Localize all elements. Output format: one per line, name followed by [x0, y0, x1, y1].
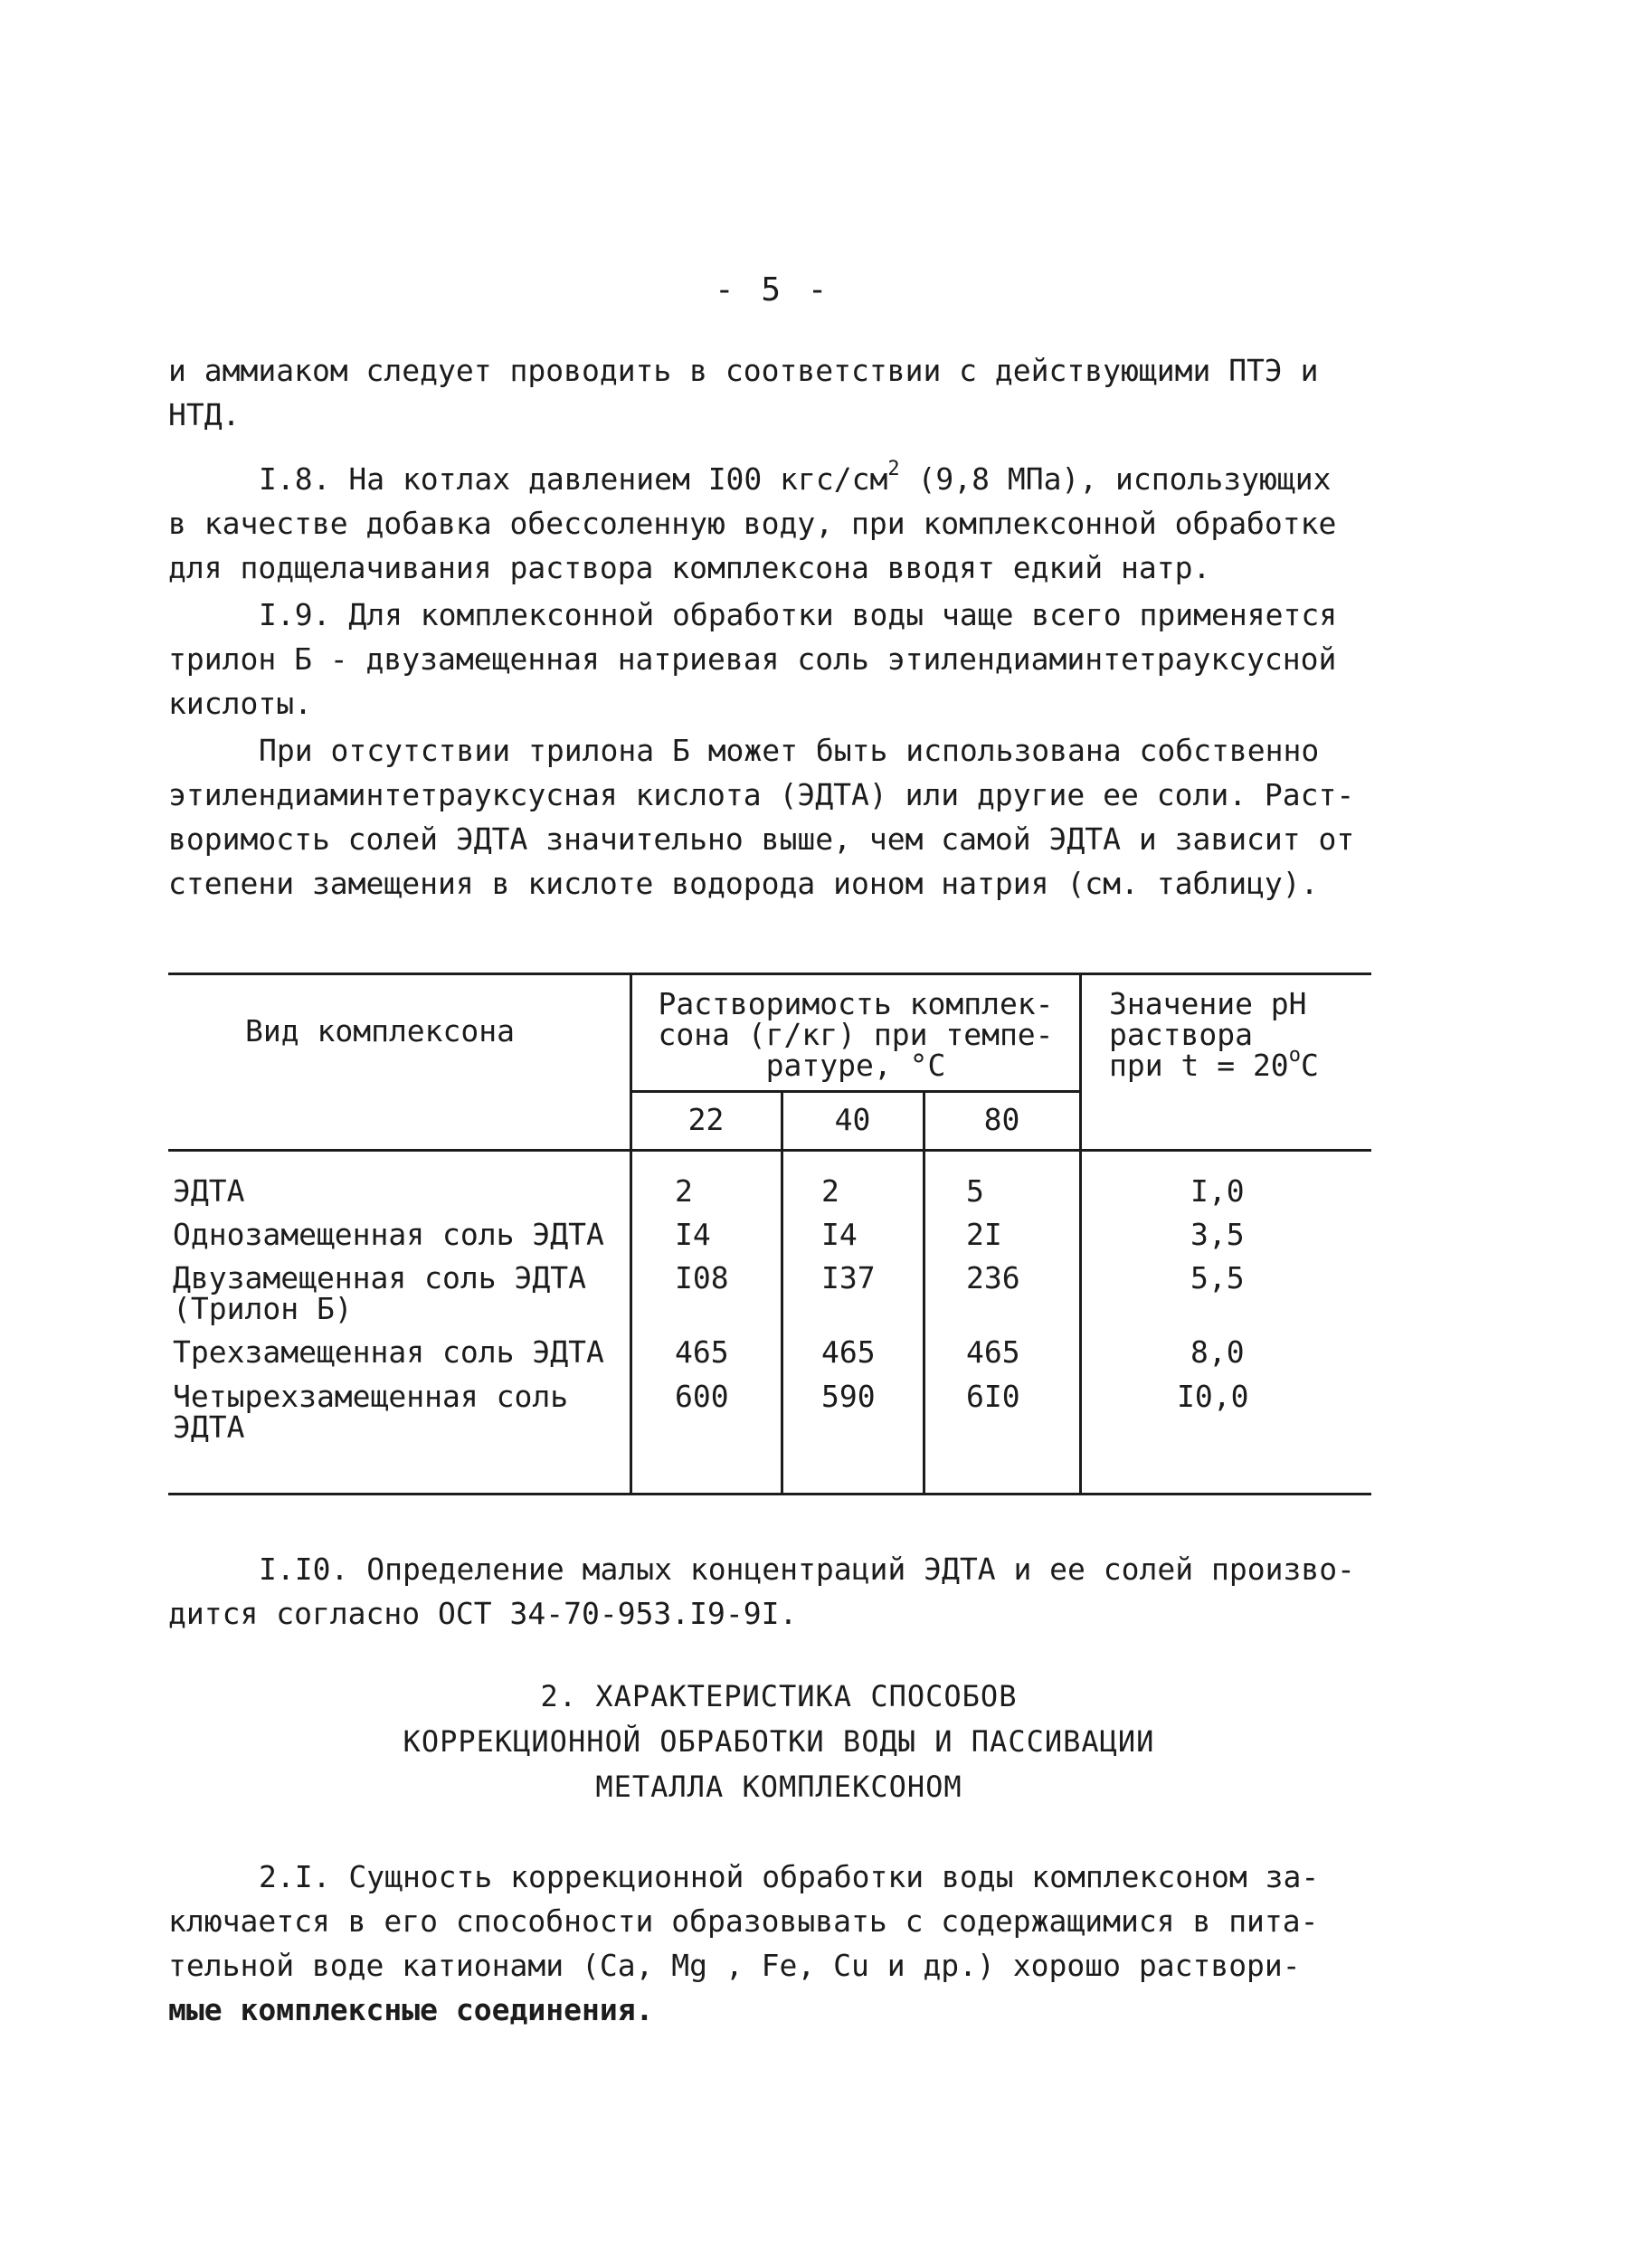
- row-ph: I0,0: [1177, 1379, 1249, 1414]
- row-t22: I4: [675, 1217, 711, 1252]
- table-bottom-rule: [168, 1493, 1371, 1495]
- table-col-divider-3: [923, 1090, 925, 1493]
- paragraph-1-8-text-b: (9,8 МПа), использующих в качестве добавка обессоленную воду, при комплексонной обработке для подщелачивания раствора комплексона вводят едкий натр.: [168, 461, 1337, 585]
- row-ph: 8,0: [1190, 1334, 1245, 1370]
- row-t22: 2: [675, 1173, 693, 1209]
- row-t80: 465: [966, 1334, 1020, 1370]
- table-col-divider-4: [1079, 973, 1082, 1493]
- table-col-divider-1: [630, 973, 632, 1493]
- table-header-bottom-rule: [168, 1149, 1371, 1152]
- paragraph-1-8: [168, 457, 1389, 590]
- header-ph-unit: С: [1300, 1048, 1319, 1083]
- header-ph-text: Значение рН раствора при t = 20: [1109, 986, 1307, 1083]
- row-t22: 465: [675, 1334, 729, 1370]
- row-name: Трехзамещенная соль ЭДТА: [173, 1334, 604, 1370]
- page-number: - 5 -: [715, 271, 831, 308]
- paragraph-1-9: I.9. Для комплексонной обработки воды чаще всего применяется трилон Б - двузамещенная натриевая соль этилендиаминтетрауксусной кислоты.: [168, 597, 1338, 721]
- solubility-table: [168, 973, 1371, 1497]
- superscript-2: 2: [887, 458, 900, 480]
- paragraph-ammonia: и аммиаком следует проводить в соответствии с действующими ПТЭ и НТД.: [168, 353, 1319, 432]
- row-t22: I08: [675, 1260, 729, 1295]
- row-t40: 590: [821, 1379, 876, 1414]
- row-t22: 600: [675, 1379, 729, 1414]
- paragraph-2-1: 2.I. Сущность коррекционной обработки воды комплексоном за- ключается в его способности образовывать с содержащимися в пита- тельной воде катионами (Са, Mg , Fe, Cu и др.) хорошо раствори-: [168, 1859, 1320, 1983]
- paragraph-1-8-text-a: I.8. На котлах давлением I00 кгс/см: [259, 461, 888, 497]
- row-t40: 2: [821, 1173, 839, 1209]
- row-ph: I,0: [1190, 1173, 1245, 1209]
- header-ph: [1109, 986, 1371, 1083]
- row-name: ЭДТА: [173, 1173, 245, 1209]
- section-heading: 2. ХАРАКТЕРИСТИКА СПОСОБОВ КОРРЕКЦИОННОЙ ОБРАБОТКИ ВОДЫ И ПАССИВАЦИИ МЕТАЛЛА КОМПЛЕКСОНОМ: [403, 1679, 1155, 1804]
- row-t40: 465: [821, 1334, 876, 1370]
- temp-22: 22: [687, 1102, 725, 1137]
- paragraph-1-10: I.I0. Определение малых концентраций ЭДТА и ее солей произво- дится согласно ОСТ 34-70-953.I9-9I.: [168, 1552, 1355, 1631]
- row-ph: 3,5: [1190, 1217, 1245, 1252]
- row-t40: I37: [821, 1260, 876, 1295]
- row-t80: 236: [966, 1260, 1020, 1295]
- row-t80: 6I0: [966, 1379, 1020, 1414]
- table-top-rule: [168, 973, 1371, 975]
- table-subheader-rule: [630, 1090, 1079, 1093]
- paragraph-2-1-bold-tail: мые комплексные соединения.: [168, 1992, 654, 2027]
- row-name: Двузамещенная соль ЭДТА (Трилон Б): [173, 1260, 586, 1326]
- header-solubility: Растворимость комплек- сона (г/кг) при темпе- ратуре, °С: [658, 986, 1054, 1083]
- table-col-divider-2: [781, 1090, 783, 1493]
- row-t40: I4: [821, 1217, 858, 1252]
- row-t80: 5: [966, 1173, 984, 1209]
- header-ph-degree: о: [1288, 1044, 1301, 1067]
- row-name: Четырехзамещенная соль ЭДТА: [173, 1379, 569, 1445]
- temp-80: 80: [983, 1102, 1020, 1137]
- row-t80: 2I: [966, 1217, 1002, 1252]
- temp-40: 40: [834, 1102, 871, 1137]
- paragraph-absence-trilon: При отсутствии трилона Б может быть использована собственно этилендиаминтетрауксусная кислота (ЭДТА) или другие ее соли. Раст- воримость солей ЭДТА значительно выше, чем самой ЭДТА и зависит от степени замещения в кислоте водорода ионом натрия (см. таблицу).: [168, 733, 1355, 901]
- row-ph: 5,5: [1190, 1260, 1245, 1295]
- row-name: Однозамещенная соль ЭДТА: [173, 1217, 604, 1252]
- header-type: Вид комплексона: [245, 1013, 516, 1049]
